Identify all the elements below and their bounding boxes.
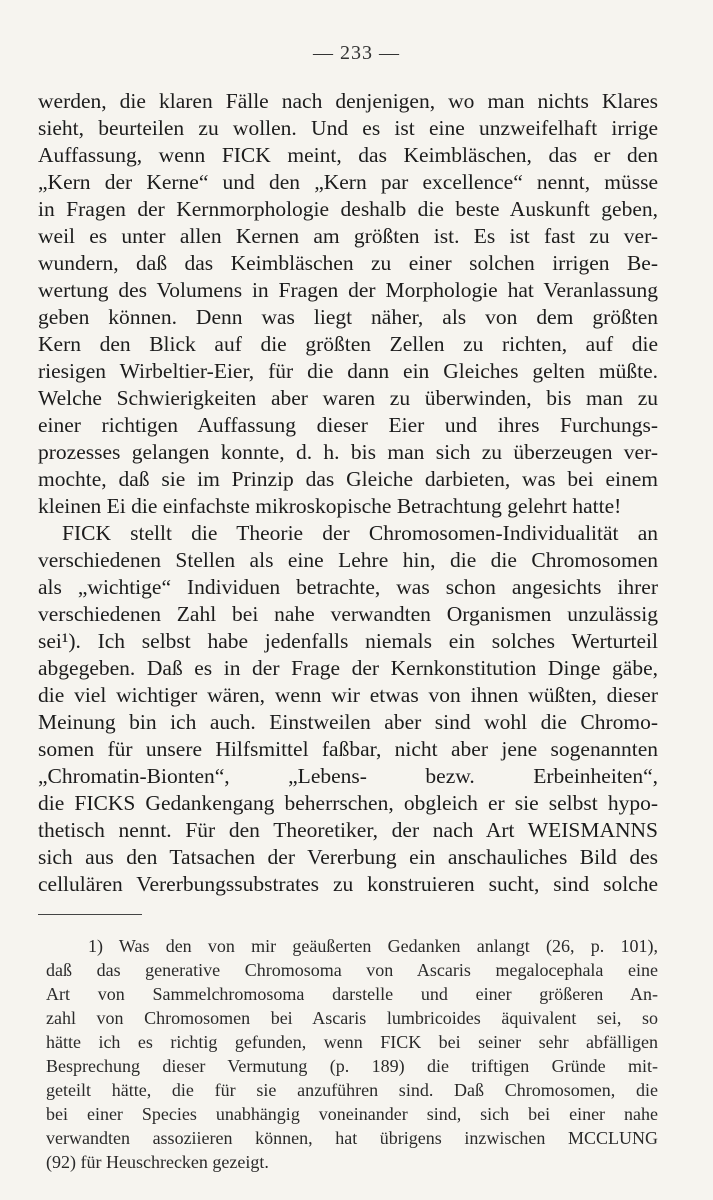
body-line: Auffassung, wenn FICK meint, das Keimbläschen, das er den [38, 143, 658, 167]
body-line: sich aus den Tatsachen der Vererbung ein anschauliches Bild des [38, 845, 658, 869]
body-line: riesigen Wirbeltier-Eier, für die dann ein Gleiches gelten müßte. [38, 359, 658, 383]
body-line: „Kern der Kerne“ und den „Kern par excellence“ nennt, müsse [38, 170, 658, 194]
body-line: abgegeben. Daß es in der Frage der Kernkonstitution Dinge gäbe, [38, 656, 658, 680]
footnote-line: verwandten assoziieren können, hat übrigens inzwischen MCCLUNG [46, 1128, 658, 1148]
footnote-line: Art von Sammelchromosoma darstelle und einer größeren An- [46, 984, 658, 1004]
footnote-line: geteilt hätte, die für sie anzuführen sind. Daß Chromosomen, die [46, 1080, 658, 1100]
body-line: als „wichtige“ Individuen betrachte, was schon angesichts ihrer [38, 575, 658, 599]
body-line: Kern den Blick auf die größten Zellen zu richten, auf die [38, 332, 658, 356]
body-line: in Fragen der Kernmorphologie deshalb die beste Auskunft geben, [38, 197, 658, 221]
body-line: die viel wichtiger wären, wenn wir etwas von ihnen wüßten, dieser [38, 683, 658, 707]
footnote-line: hätte ich es richtig gefunden, wenn FICK bei seiner sehr abfälligen [46, 1032, 658, 1052]
body-line: wertung des Volumens in Fragen der Morphologie hat Veranlassung [38, 278, 658, 302]
body-line: Welche Schwierigkeiten aber waren zu überwinden, bis man zu [38, 386, 658, 410]
footnote-line: Besprechung dieser Vermutung (p. 189) die triftigen Gründe mit- [46, 1056, 658, 1076]
body-line: wundern, daß das Keimbläschen zu einer solchen irrigen Be- [38, 251, 658, 275]
body-line: weil es unter allen Kernen am größten ist. Es ist fast zu ver- [38, 224, 658, 248]
footnote-separator [38, 914, 142, 915]
body-line: somen für unsere Hilfsmittel faßbar, nicht aber jene sogenannten [38, 737, 658, 761]
body-line: mochte, daß sie im Prinzip das Gleiche darbieten, was bei einem [38, 467, 658, 491]
body-line: cellulären Vererbungssubstrates zu konstruieren sucht, sind solche [38, 872, 658, 896]
body-line: Meinung bin ich auch. Einstweilen aber sind wohl die Chromo- [38, 710, 658, 734]
body-line: kleinen Ei die einfachste mikroskopische Betrachtung gelehrt hatte! [38, 494, 622, 518]
body-line: werden, die klaren Fälle nach denjenigen, wo man nichts Klares [38, 89, 658, 113]
footnote-line: 1) Was den von mir geäußerten Gedanken anlangt (26, p. 101), [88, 936, 658, 956]
footnote-line: daß das generative Chromosoma von Ascaris megalocephala eine [46, 960, 658, 980]
body-line: einer richtigen Auffassung dieser Eier und ihres Furchungs- [38, 413, 658, 437]
body-line: verschiedenen Zahl bei nahe verwandten Organismen unzulässig [38, 602, 658, 626]
body-line: FICK stellt die Theorie der Chromosomen-Individualität an [62, 521, 658, 545]
footnote-line: zahl von Chromosomen bei Ascaris lumbricoides äquivalent sei, so [46, 1008, 658, 1028]
body-line: verschiedenen Stellen als eine Lehre hin, die die Chromosomen [38, 548, 658, 572]
page-number: — 233 — [313, 42, 400, 64]
footnote-line: (92) für Heuschrecken gezeigt. [46, 1152, 269, 1172]
body-line: sieht, beurteilen zu wollen. Und es ist eine unzweifelhaft irrige [38, 116, 658, 140]
body-line: prozesses gelangen konnte, d. h. bis man sich zu überzeugen ver- [38, 440, 658, 464]
footnote-line: bei einer Species unabhängig voneinander sind, sich bei einer nahe [46, 1104, 658, 1124]
body-line: die FICKS Gedankengang beherrschen, obgleich er sie selbst hypo- [38, 791, 658, 815]
body-line: „Chromatin-Bionten“, „Lebens- bezw. Erbeinheiten“, [38, 764, 658, 788]
body-line: geben können. Denn was liegt näher, als von dem größten [38, 305, 658, 329]
body-line: thetisch nennt. Für den Theoretiker, der nach Art WEISMANNS [38, 818, 658, 842]
body-line: sei¹). Ich selbst habe jedenfalls niemals ein solches Werturteil [38, 629, 658, 653]
